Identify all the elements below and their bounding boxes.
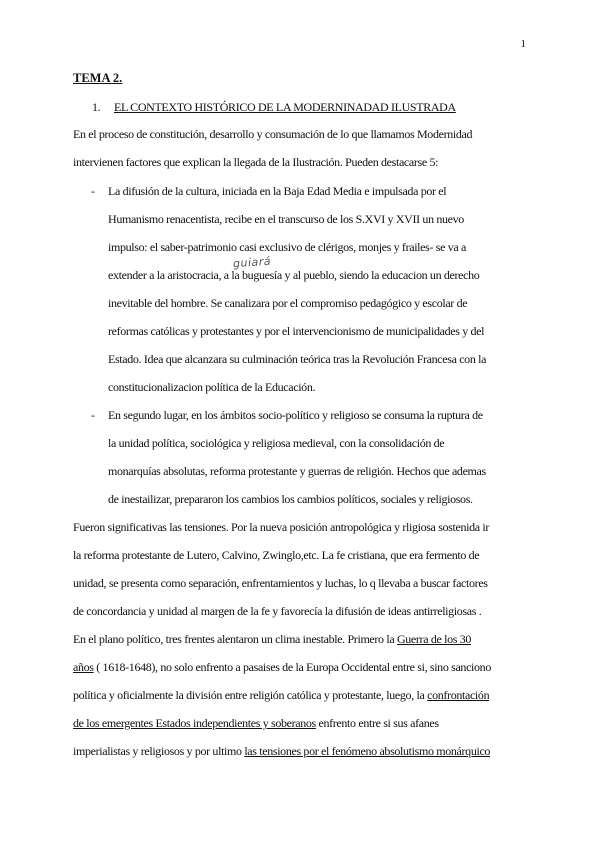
bullet1-line: constitucionalizacion política de la Educación.: [108, 380, 316, 394]
intro-line: intervienen factores que explican la llegada de la Ilustración. Pueden destacarse 5:: [73, 155, 439, 169]
paragraph-line: unidad, se presenta como separación, enfrentamientos y luchas, lo q llevaba a buscar factores: [73, 576, 488, 590]
bullet1-line: La difusión de la cultura, iniciada en la Baja Edad Media e impulsada por el: [108, 184, 447, 198]
paragraph-line: la reforma protestante de Lutero, Calvino, Zwinglo,etc. La fe cristiana, que era fermento de: [73, 548, 480, 562]
text-run: ( 1618-1648), no solo enfrento a pasaises de la Europa Occidental entre si, sino sanciono: [93, 660, 491, 674]
bullet-dash: -: [91, 184, 95, 198]
document-title: TEMA 2.: [73, 71, 123, 85]
text-run: enfrento entre si sus afanes: [315, 716, 439, 730]
underlined-text: Guerra de los 30: [396, 632, 472, 646]
bullet2-line: En segundo lugar, en los ámbitos socio-político y religioso se consuma la ruptura de: [108, 408, 483, 422]
paragraph-line: [73, 716, 439, 730]
bullet1-line: inevitable del hombre. Se canalizara por el compromiso pedagógico y escolar de: [108, 296, 468, 310]
underlined-text: las tensiones por el fenómeno absolutismo monárquico: [244, 744, 491, 758]
underlined-text: confrontación: [427, 688, 490, 702]
paragraph-line: [73, 660, 491, 674]
paragraph-line: [73, 744, 490, 758]
bullet2-line: de inestailizar, prepararon los cambios los cambios políticos, sociales y religiosos.: [108, 492, 473, 506]
bullet2-line: monarquías absolutas, reforma protestante y guerras de religión. Hechos que ademas: [108, 464, 486, 478]
section-title: EL CONTEXTO HISTÓRICO DE LA MODERNINADAD ILUSTRADA: [114, 100, 456, 114]
text-run: En el plano político, tres frentes alentaron un clima inestable. Primero la: [73, 632, 397, 646]
intro-line: En el proceso de constitución, desarrollo y consumación de lo que llamamos Modernidad: [73, 127, 473, 141]
bullet2-line: la unidad política, sociológica y religiosa medieval, con la consolidación de: [108, 436, 445, 450]
paragraph-line: [73, 688, 489, 702]
paragraph-line: [73, 632, 471, 646]
text-run: imperialistas y religiosos y por ultimo: [73, 744, 245, 758]
section-heading: [92, 100, 456, 115]
bullet1-line: Estado. Idea que alcanzara su culminación teórica tras la Revolución Francesa con la: [108, 352, 487, 366]
underlined-text: años: [73, 660, 94, 674]
section-number: 1.: [92, 100, 101, 114]
handwritten-annotation: guiará: [232, 254, 272, 271]
bullet1-line: extender a la aristocracia, a la buguesía y al pueblo, siendo la educacion un derecho: [108, 268, 480, 282]
underlined-text: de los emergentes Estados independientes y soberanos: [73, 716, 316, 730]
bullet1-line: reformas católicas y protestantes y por el intervencionismo de municipalidades y del: [108, 324, 485, 338]
bullet1-line: impulso: el saber-patrimonio casi exclusivo de clérigos, monjes y frailes- se va a: [108, 240, 466, 254]
bullet-dash: -: [91, 408, 95, 422]
text-run: política y oficialmente la división entre religión católica y protestante, luego, la: [73, 688, 428, 702]
paragraph-line: Fueron significativas las tensiones. Por la nueva posición antropológica y rligiosa sostenida ir: [73, 520, 489, 534]
bullet1-line: Humanismo renacentista, recibe en el transcurso de los S.XVI y XVII un nuevo: [108, 212, 464, 226]
paragraph-line: de concordancia y unidad al margen de la fe y favorecía la difusión de ideas antirreligiosas .: [73, 604, 482, 618]
page-number: 1: [520, 38, 526, 50]
